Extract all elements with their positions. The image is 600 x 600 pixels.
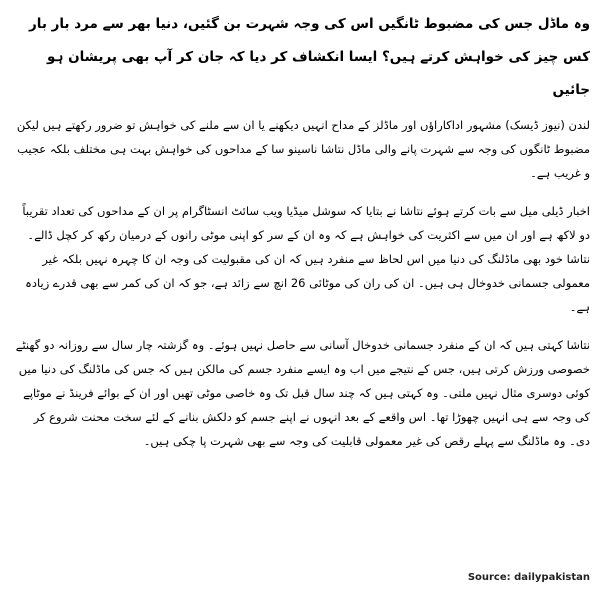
news-article bbox=[10, 8, 590, 467]
source-credit: Source: dailypakistan bbox=[467, 572, 590, 583]
article-paragraph-3: نتاشا کہتی ہیں کہ ان کے منفرد جسمانی خدوخال آسانی سے حاصل نہیں ہوئے۔ وہ گزشتہ چار سال سے روزانہ دو گھنٹے خصوصی ورزش کرتی ہیں، جس کے نتیجے میں اب وہ ایسے منفرد جسم کی مالکن ہیں کہ جس کی ماڈلنگ کی دنیا میں کوئی دوسری مثال نہیں ملتی۔ وہ کہتی ہیں کہ چند سال قبل تک وہ خاصی موٹی تھیں اور ان کے بوائے فرینڈ نے موٹاپے کی وجہ سے ہی انہیں چھوڑا تھا۔ اس واقعے کے بعد انہوں نے اپنے جسم کو دلکش بنانے کے لئے سخت محنت شروع کر دی۔ وہ ماڈلنگ سے پہلے رقص کی غیر معمولی قابلیت کی وجہ سے بھی شہرت پا چکی ہیں۔ bbox=[15, 338, 590, 448]
article-paragraph-1: لندن (نیوز ڈیسک) مشہور اداکاراؤں اور ماڈلز کے مداح انہیں دیکھنے یا ان سے ملنے کی خواہش تو ضرور رکھتے ہیں لیکن مضبوط ٹانگوں کی وجہ سے شہرت پانے والی ماڈل نتاشا ناسینو سا کے مداحوں کی خواہش بہت ہی مختلف بلکہ عجیب و غریب ہے۔ bbox=[16, 118, 590, 180]
article-paragraph-2: اخبار ڈیلی میل سے بات کرتے ہوئے نتاشا نے بتایا کہ سوشل میڈیا ویب سائٹ انسٹاگرام پر ان کے مداحوں کی تعداد تقریباً دو لاکھ ہے اور ان میں سے اکثریت کی خواہش ہے کہ وہ ان کے سر کو اپنی موٹی رانوں کے درمیان رکھ کر کچل ڈالے۔ نتاشا خود بھی ماڈلنگ کی دنیا میں اس لحاظ سے منفرد ہیں کہ ان کی مقبولیت کی وجہ ان کا چہرہ نہیں بلکہ غیر معمولی جسمانی خدوخال ہی ہیں۔ ان کی ران کی موٹائی 26 انچ سے زائد ہے، جو کہ ان کی کمر سے بھی قدرے زیادہ ہے۔ bbox=[22, 204, 590, 314]
article-headline: وہ ماڈل جس کی مضبوط ٹانگیں اس کی وجہ شہرت بن گئیں، دنیا بھر سے مرد بار بار کس چیز کی خواہش کرتے ہیں؟ ایسا انکشاف کر دیا کہ جان کر آپ بھی پریشان ہو جائیں bbox=[28, 16, 590, 98]
